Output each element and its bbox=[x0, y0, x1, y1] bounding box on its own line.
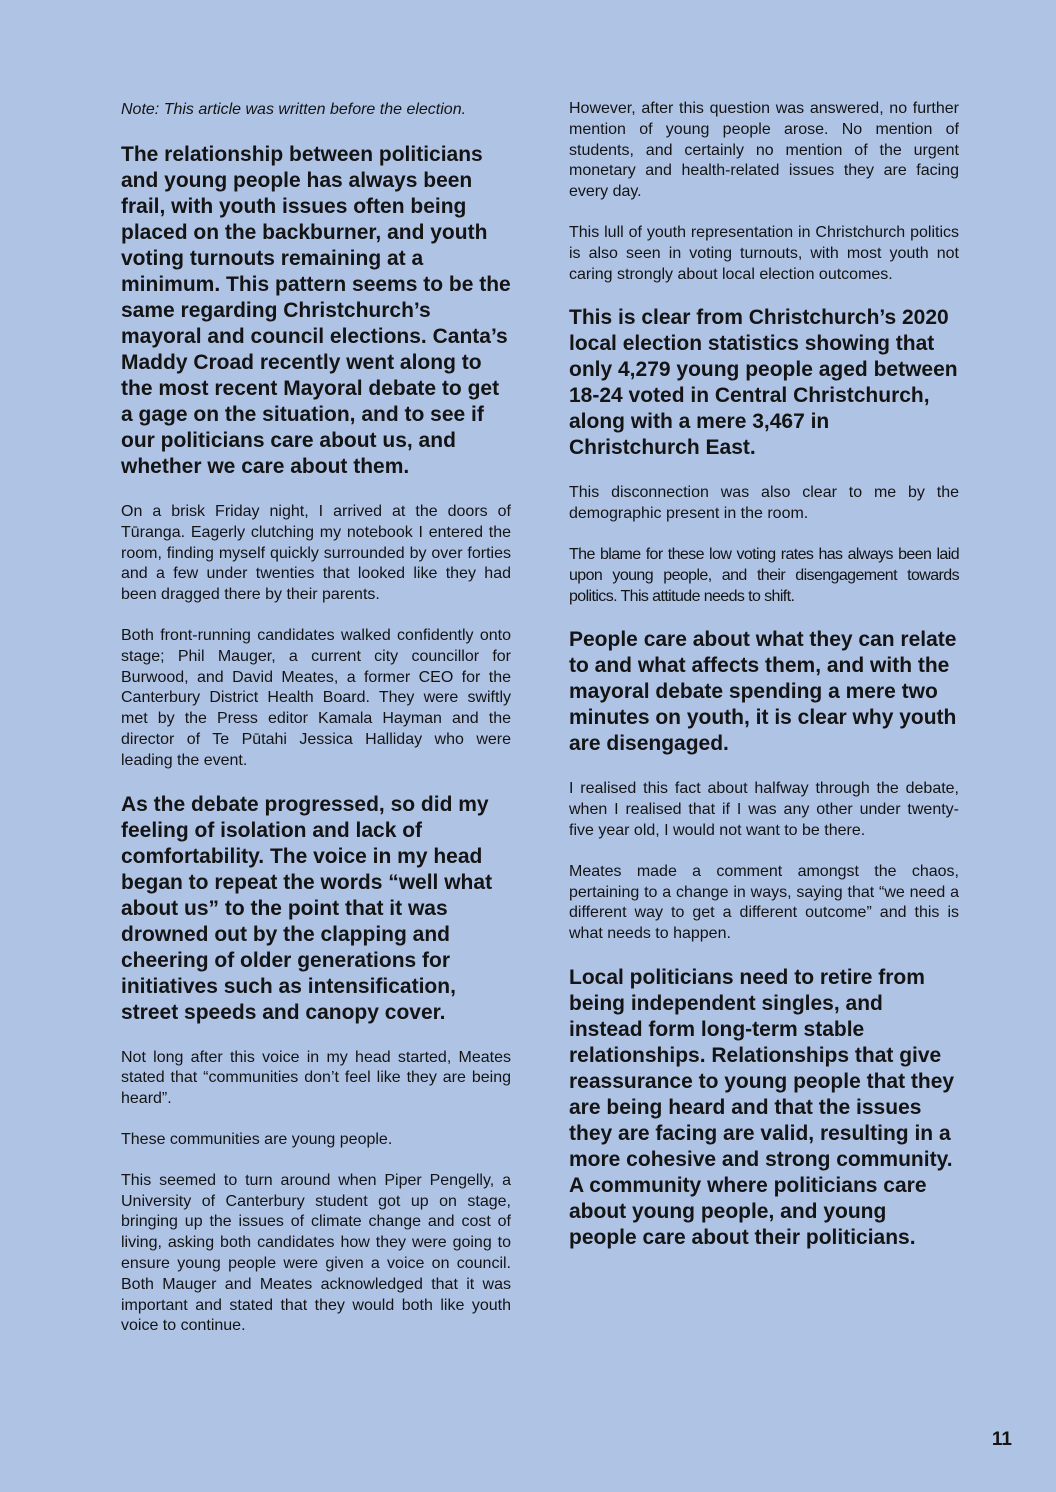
article-conclusion: Local politicians need to retire from being independent singles, and instead form long-term stable relationships. Relationships that give reassurance to young people that they are being heard and that the issues they are facing are valid, resulting in a more cohesive and strong community. A community where politicians care about young people, and young people care about their politicians. bbox=[569, 965, 955, 1249]
page-number: 11 bbox=[991, 1429, 1012, 1450]
article-intro: The relationship between politicians and young people has always been frail, with youth issues often being placed on the backburner, and youth voting turnouts remaining at a minimum. This pattern seems to be the same regarding Christchurch’s mayoral and council elections. Canta’s Maddy Croad recently went along to the most recent Mayoral debate to get a gage on the situation, and to see if our politicians care about us, and whether we care about them. bbox=[121, 143, 511, 478]
pull-quote: People care about what they can relate to and what affects them, and with the mayoral debate spending a mere two minutes on youth, it is clear why youth are disengaged. bbox=[569, 628, 957, 756]
body-paragraph: This lull of youth representation in Christchurch politics is also seen in voting turnouts, with most youth not caring strongly about local election outcomes. bbox=[569, 223, 959, 283]
body-paragraph: This seemed to turn around when Piper Pengelly, a University of Canterbury student got up on stage, bringing up the issues of climate change and cost of living, asking both candidates how they were going to ensure young people were given a voice on council. Both Mauger and Meates acknowledged that it was important and stated that they would both like youth voice to continue. bbox=[121, 1171, 511, 1335]
body-paragraph: However, after this question was answered, no further mention of young people arose. No mention of students, and certainly no mention of the urgent monetary and health-related issues they are facing every day. bbox=[569, 100, 959, 201]
body-paragraph: The blame for these low voting rates has always been laid upon young people, and their disengagement towards politics. This attitude needs to shift. bbox=[569, 545, 959, 605]
body-paragraph: These communities are young people. bbox=[121, 1130, 393, 1148]
body-paragraph: Meates made a comment amongst the chaos, pertaining to a change in ways, saying that “we need a different way to get a different outcome” and this is what needs to happen. bbox=[569, 862, 959, 943]
body-paragraph: I realised this fact about halfway through the debate, when I realised that if I was any other under twenty-five year old, I would not want to be there. bbox=[569, 780, 959, 839]
body-paragraph: On a brisk Friday night, I arrived at the doors of Tūranga. Eagerly clutching my notebook I entered the room, finding myself quickly surrounded by over forties and a few under twenties that looked like they had been dragged there by their parents. bbox=[121, 503, 511, 604]
body-paragraph: Not long after this voice in my head started, Meates stated that “communities don’t feel like they are being heard”. bbox=[121, 1048, 511, 1108]
body-paragraph: This disconnection was also clear to me by the demographic present in the room. bbox=[569, 484, 959, 523]
editorial-note: Note: This article was written before the election. bbox=[121, 101, 467, 118]
pull-quote: This is clear from Christchurch’s 2020 local election statistics showing that only 4,279 young people aged between 18-24 voted in Central Christchurch, along with a mere 3,467 in Christchurch East. bbox=[569, 306, 958, 460]
pull-quote: As the debate progressed, so did my feeling of isolation and lack of comfortability. The voice in my head began to repeat the words “well what about us” to the point that it was drowned out by the clapping and cheering of older generations for initiatives such as intensification, street speeds and canopy cover. bbox=[121, 792, 493, 1024]
body-paragraph: Both front-running candidates walked confidently onto stage; Phil Mauger, a current city councillor for Burwood, and David Meates, a former CEO for the Canterbury District Health Board. They were swiftly met by the Press editor Kamala Hayman and the director of Te Pūtahi Jessica Halliday who were leading the event. bbox=[121, 626, 511, 769]
left-column bbox=[121, 99, 511, 1357]
right-column bbox=[569, 99, 959, 1273]
